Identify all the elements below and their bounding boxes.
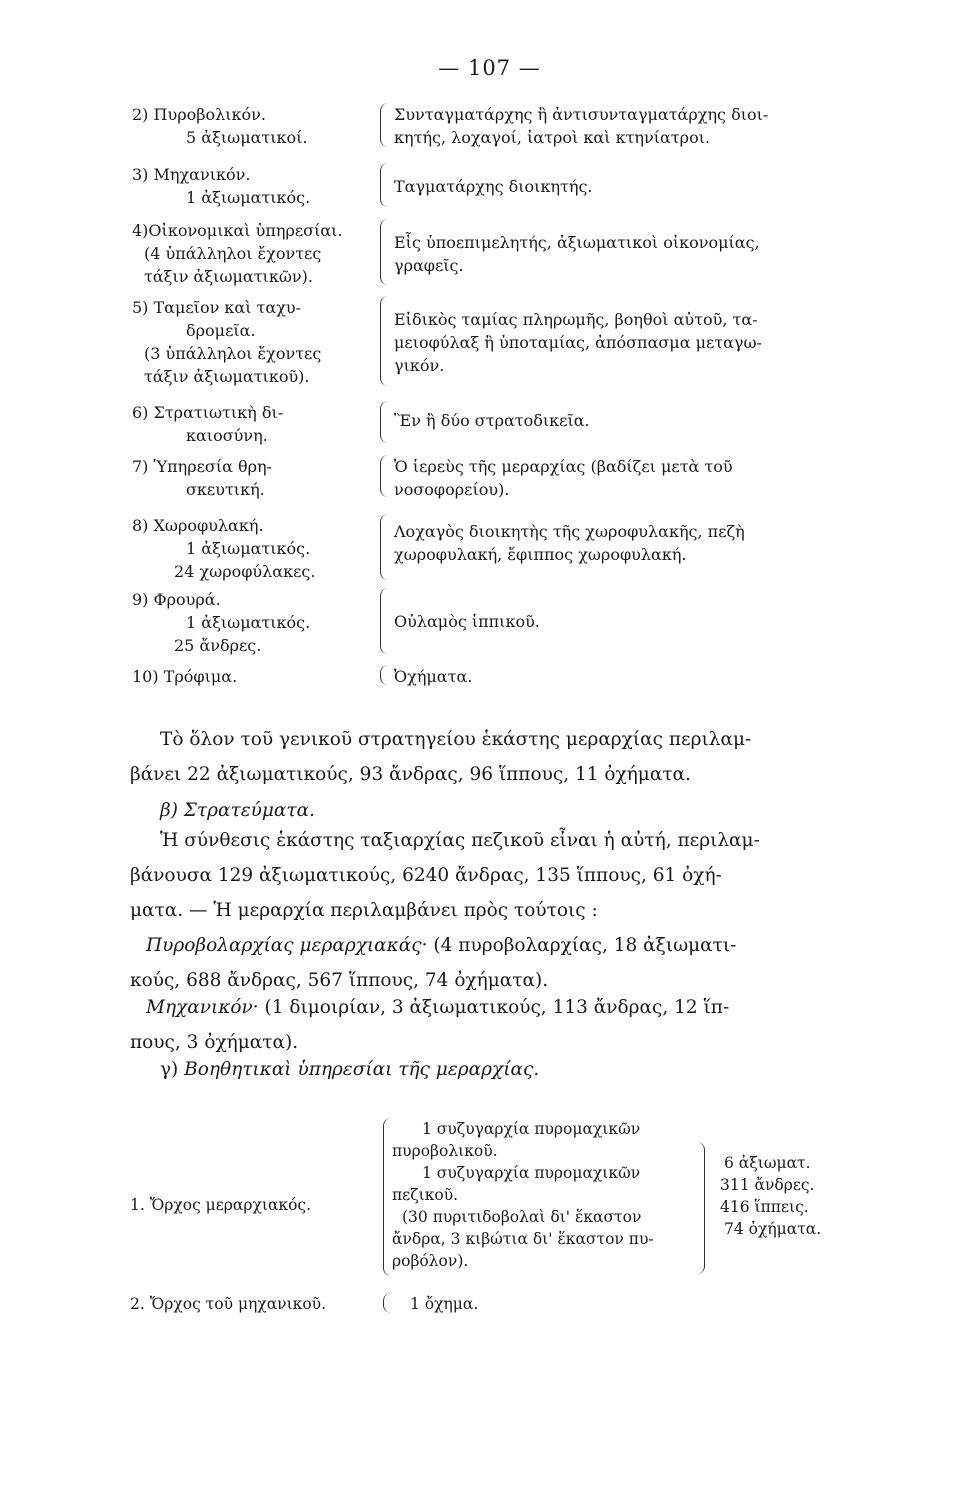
train-label: 1. Ὄρχος μεραρχιακός.: [130, 1196, 312, 1214]
service-description: Ταγματάρχης διοικητής.: [394, 177, 593, 196]
service-entry: [132, 665, 952, 689]
engineer-paragraph: Μηχανικόν· (1 διμοιρίαν, 3 ἀξιωματικούς, 113 ἄνδρας, 12 ἵπ- πους, 3 ὀχήματα).: [130, 997, 730, 1053]
brace: [380, 401, 391, 443]
service-detail: 24 χωροφύλακες.: [174, 562, 316, 581]
service-description: γικόν.: [394, 356, 445, 375]
service-description: νοσοφορείου).: [394, 480, 510, 499]
service-detail: (4 ὑπάλληλοι ἔχοντες: [144, 244, 322, 263]
service-title: 8) Χωροφυλακή.: [132, 516, 264, 535]
service-entry: [132, 514, 952, 584]
service-title: 4)Οἰκονομικαὶ ὑπηρεσίαι.: [132, 221, 343, 240]
brace: [380, 296, 391, 386]
train-label: 2. Ὄρχος τοῦ μηχανικοῦ.: [130, 1295, 327, 1313]
service-title: 3) Μηχανικόν.: [132, 165, 251, 184]
page-number: — 107 —: [438, 56, 541, 80]
service-detail: δρομεῖα.: [186, 321, 256, 340]
artillery-label: Πυροβολαρχίας μεραρχιακάς·: [146, 935, 428, 956]
service-description: Ὀχήματα.: [394, 667, 473, 686]
brace: [380, 219, 391, 285]
service-detail: 25 ἄνδρες.: [174, 636, 262, 655]
service-description: γραφεῖς.: [394, 256, 464, 275]
service-detail: 1 ἀξιωματικός.: [186, 539, 311, 558]
service-description: Ἓν ἢ δύο στρατοδικεῖα.: [394, 411, 590, 430]
service-entry: [132, 219, 952, 289]
service-description: Εἰδικὸς ταμίας πληρωμῆς, βοηθοὶ αὐτοῦ, τα-: [394, 310, 758, 329]
service-entry: [132, 296, 952, 390]
service-detail: 1 ἀξιωματικός.: [186, 613, 311, 632]
train-totals: 6 ἀξιωματ. 311 ἄνδρες. 416 ἵππεις. 74 ὀχήματα.: [720, 1154, 822, 1238]
brace: [696, 1142, 705, 1274]
service-title: 10) Τρόφιμα.: [132, 667, 238, 686]
section-heading-c: γ) Βοηθητικαὶ ὑπηρεσίαι τῆς μεραρχίας.: [160, 1059, 540, 1080]
service-description: χωροφυλακή, ἔφιππος χωροφυλακή.: [394, 545, 687, 564]
service-detail: 5 ἀξιωματικοί.: [186, 128, 308, 147]
service-entry: [132, 103, 952, 149]
service-description: Εἷς ὑποεπιμελητής, ἀξιωματικοὶ οἰκονομίας,: [394, 233, 760, 252]
brace: [380, 455, 391, 497]
brace: [380, 588, 391, 654]
engineer-label: Μηχανικόν·: [146, 997, 259, 1018]
section-heading-b: β) Στρατεύματα.: [160, 800, 316, 821]
brace: [380, 514, 391, 580]
summary-paragraph: Τὸ ὅλον τοῦ γενικοῦ στρατηγείου ἑκάστης μεραρχίας περιλαμ- βάνει 22 ἀξιωματικούς, 93 ἄνδρας, 96 ἵππους, 11 ὀχήματα.: [130, 729, 752, 785]
service-detail: τάξιν ἀξιωματικῶν).: [144, 267, 313, 286]
service-entry: [132, 455, 952, 501]
service-title: 6) Στρατιωτικὴ δι-: [132, 403, 284, 422]
service-title: 5) Ταμεῖον καὶ ταχυ-: [132, 298, 302, 317]
service-description: κητής, λοχαγοί, ἰατροὶ καὶ κτηνίατροι.: [394, 128, 711, 147]
service-detail: (3 ὑπάλληλοι ἔχοντες: [144, 344, 322, 363]
service-entry: [132, 588, 952, 658]
service-description: Συνταγματάρχης ἢ ἀντισυνταγματάρχης διοι-: [394, 105, 769, 124]
service-detail: καιοσύνη.: [186, 426, 268, 445]
train-entry: 2. Ὄρχος τοῦ μηχανικοῦ. 1 ὄχημα.: [130, 1295, 479, 1313]
brace: [383, 1293, 392, 1313]
service-detail: σκευτική.: [186, 480, 265, 499]
service-description: μειοφύλαξ ἢ ὑποταμίας, ἀπόσπασμα μεταγω-: [394, 333, 762, 352]
service-detail: 1 ἀξιωματικός.: [186, 188, 311, 207]
brace: [380, 103, 391, 147]
service-description: Ὁ ἱερεὺς τῆς μεραρχίας (βαδίζει μετὰ τοῦ: [394, 457, 733, 476]
service-title: 2) Πυροβολικόν.: [132, 105, 266, 124]
service-entry: [132, 401, 952, 447]
service-entry: [132, 163, 952, 209]
composition-paragraph: Ἡ σύνθεσις ἑκάστης ταξιαρχίας πεζικοῦ εἶναι ἡ αὐτή, περιλαμ- βάνουσα 129 ἀξιωματικούς, 6240 ἄνδρας, 135 ἵππους, 61 ὀχή- ματα. — Ἡ μεραρχία περιλαμβάνει πρὸς τούτοις :: [130, 830, 760, 921]
service-description: Λοχαγὸς διοικητὴς τῆς χωροφυλακῆς, πεζὴ: [394, 522, 745, 541]
brace: [383, 1118, 392, 1276]
brace: [380, 163, 391, 207]
train-entry: 1. Ὄρχος μεραρχιακός. 1 συζυγαρχία πυρομαχικῶν πυροβολικοῦ. 1 συζυγαρχία πυρομαχικῶν πεζικοῦ. (30 πυριτιδοβολαὶ δι' ἕκαστον ἄνδρα, 3 κιβώτια δι' ἕκαστον πυ- ροβόλον). 6 ἀξιωματ. 311 ἄνδρες. 416 ἵππεις. 74 ὀχήματα.: [130, 1118, 850, 1278]
service-description: Οὐλαμὸς ἱππικοῦ.: [394, 612, 540, 631]
service-title: 9) Φρουρά.: [132, 590, 221, 609]
brace: [380, 665, 391, 685]
artillery-paragraph: Πυροβολαρχίας μεραρχιακάς· (4 πυροβολαρχίας, 18 ἀξιωματι- κούς, 688 ἄνδρας, 567 ἵππους, 74 ὀχήματα).: [130, 935, 737, 991]
service-detail: τάξιν ἀξιωματικοῦ).: [144, 367, 310, 386]
service-title: 7) Ὑπηρεσία θρη-: [132, 457, 273, 476]
